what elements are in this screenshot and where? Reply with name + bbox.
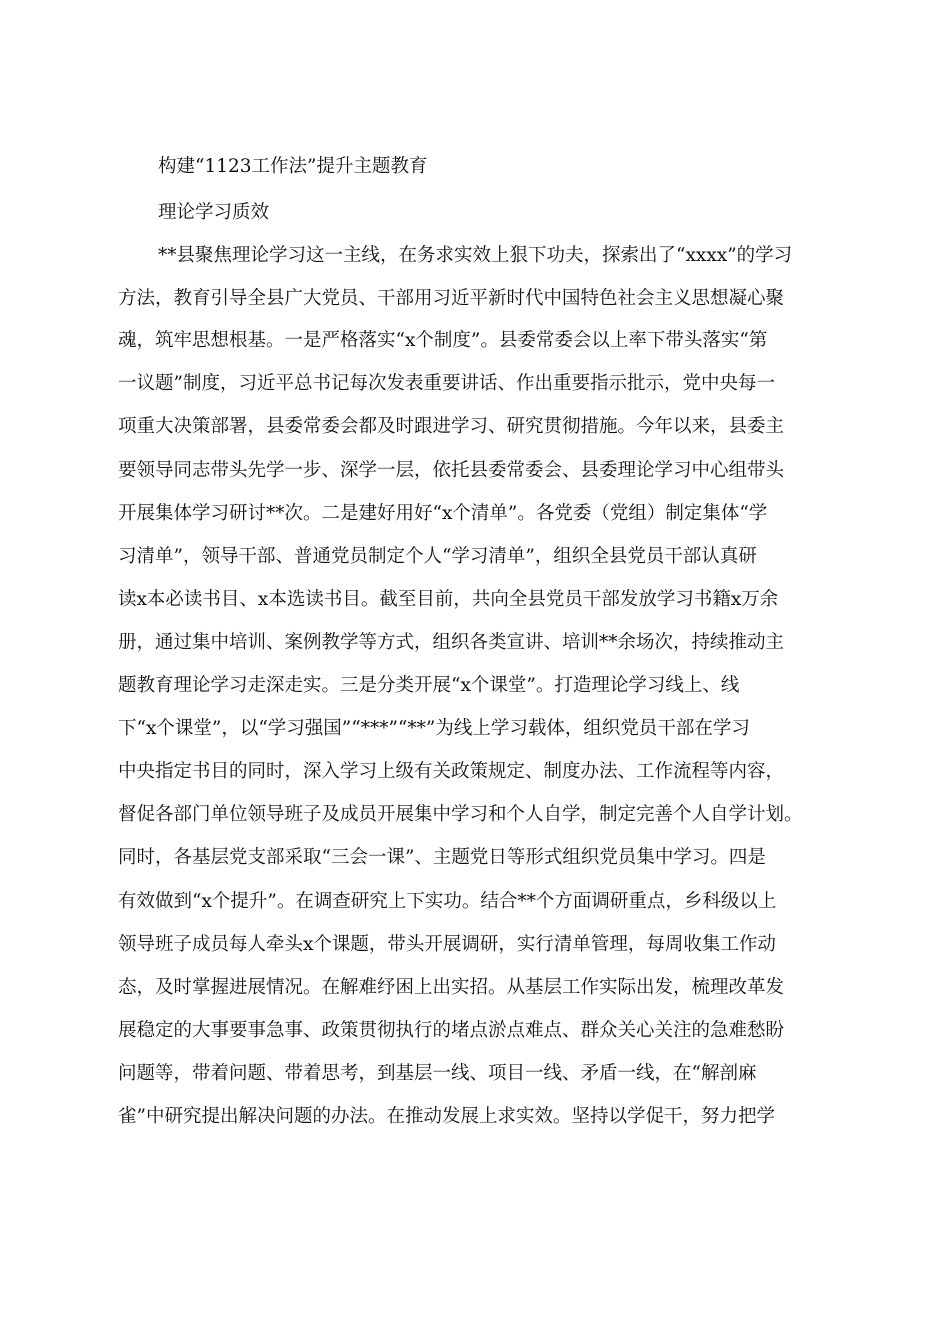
body-line: 一议题”制度，习近平总书记每次发表重要讲话、作出重要指示批示，党中央每一 bbox=[118, 373, 775, 394]
body-line: 习清单”，领导干部、普通党员制定个人“学习清单”，组织全县党员干部认真研 bbox=[118, 546, 757, 567]
body-line: 项重大决策部署，县委常委会都及时跟进学习、研究贯彻措施。今年以来，县委主 bbox=[118, 416, 785, 437]
body-line: 展稳定的大事要事急事、政策贯彻执行的堵点淤点难点、群众关心关注的急难愁盼 bbox=[118, 1020, 785, 1041]
body-line: 同时，各基层党支部采取“三会一课”、主题党日等形式组织党员集中学习。四是 bbox=[118, 847, 766, 868]
document-title-line-1: 构建“1123工作法”提升主题教育 bbox=[158, 156, 428, 177]
body-line: 题教育理论学习走深走实。三是分类开展“x个课堂”。打造理论学习线上、线 bbox=[118, 675, 740, 696]
body-line: 读x本必读书目、x本选读书目。截至目前，共向全县党员干部发放学习书籍x万余 bbox=[118, 589, 779, 610]
body-line: 问题等，带着问题、带着思考，到基层一线、项目一线、矛盾一线，在“解剖麻 bbox=[118, 1063, 757, 1084]
body-line: 态，及时掌握进展情况。在解难纾困上出实招。从基层工作实际出发，梳理改革发 bbox=[118, 977, 785, 998]
body-line: 册，通过集中培训、案例教学等方式，组织各类宣讲、培训**余场次，持续推动主 bbox=[118, 632, 785, 653]
body-line: 方法，教育引导全县广大党员、干部用习近平新时代中国特色社会主义思想凝心聚 bbox=[118, 288, 785, 309]
body-line: 要领导同志带头先学一步、深学一层，依托县委常委会、县委理论学习中心组带头 bbox=[118, 460, 785, 481]
body-line: 下“x个课堂”，以“学习强国”“***”“**”为线上学习载体，组织党员干部在学习 bbox=[118, 718, 750, 739]
body-line: 雀”中研究提出解决问题的办法。在推动发展上求实效。坚持以学促干，努力把学 bbox=[118, 1106, 775, 1127]
document-title-line-2: 理论学习质效 bbox=[158, 202, 270, 223]
body-line: 督促各部门单位领导班子及成员开展集中学习和个人自学，制定完善个人自学计划。 bbox=[118, 804, 803, 825]
body-line: 领导班子成员每人牵头x个课题，带头开展调研，实行清单管理，每周收集工作动 bbox=[118, 934, 776, 955]
body-line: 有效做到“x个提升”。在调查研究上下实功。结合**个方面调研重点，乡科级以上 bbox=[118, 891, 777, 912]
body-line: **县聚焦理论学习这一主线，在务求实效上狠下功夫，探索出了“xxxx”的学习 bbox=[158, 245, 793, 266]
body-line: 开展集体学习研讨**次。二是建好用好“x个清单”。各党委（党组）制定集体“学 bbox=[118, 503, 768, 524]
body-line: 魂，筑牢思想根基。一是严格落实“x个制度”。县委常委会以上率下带头落实“第 bbox=[118, 330, 768, 351]
body-line: 中央指定书目的同时，深入学习上级有关政策规定、制度办法、工作流程等内容， bbox=[118, 761, 785, 782]
